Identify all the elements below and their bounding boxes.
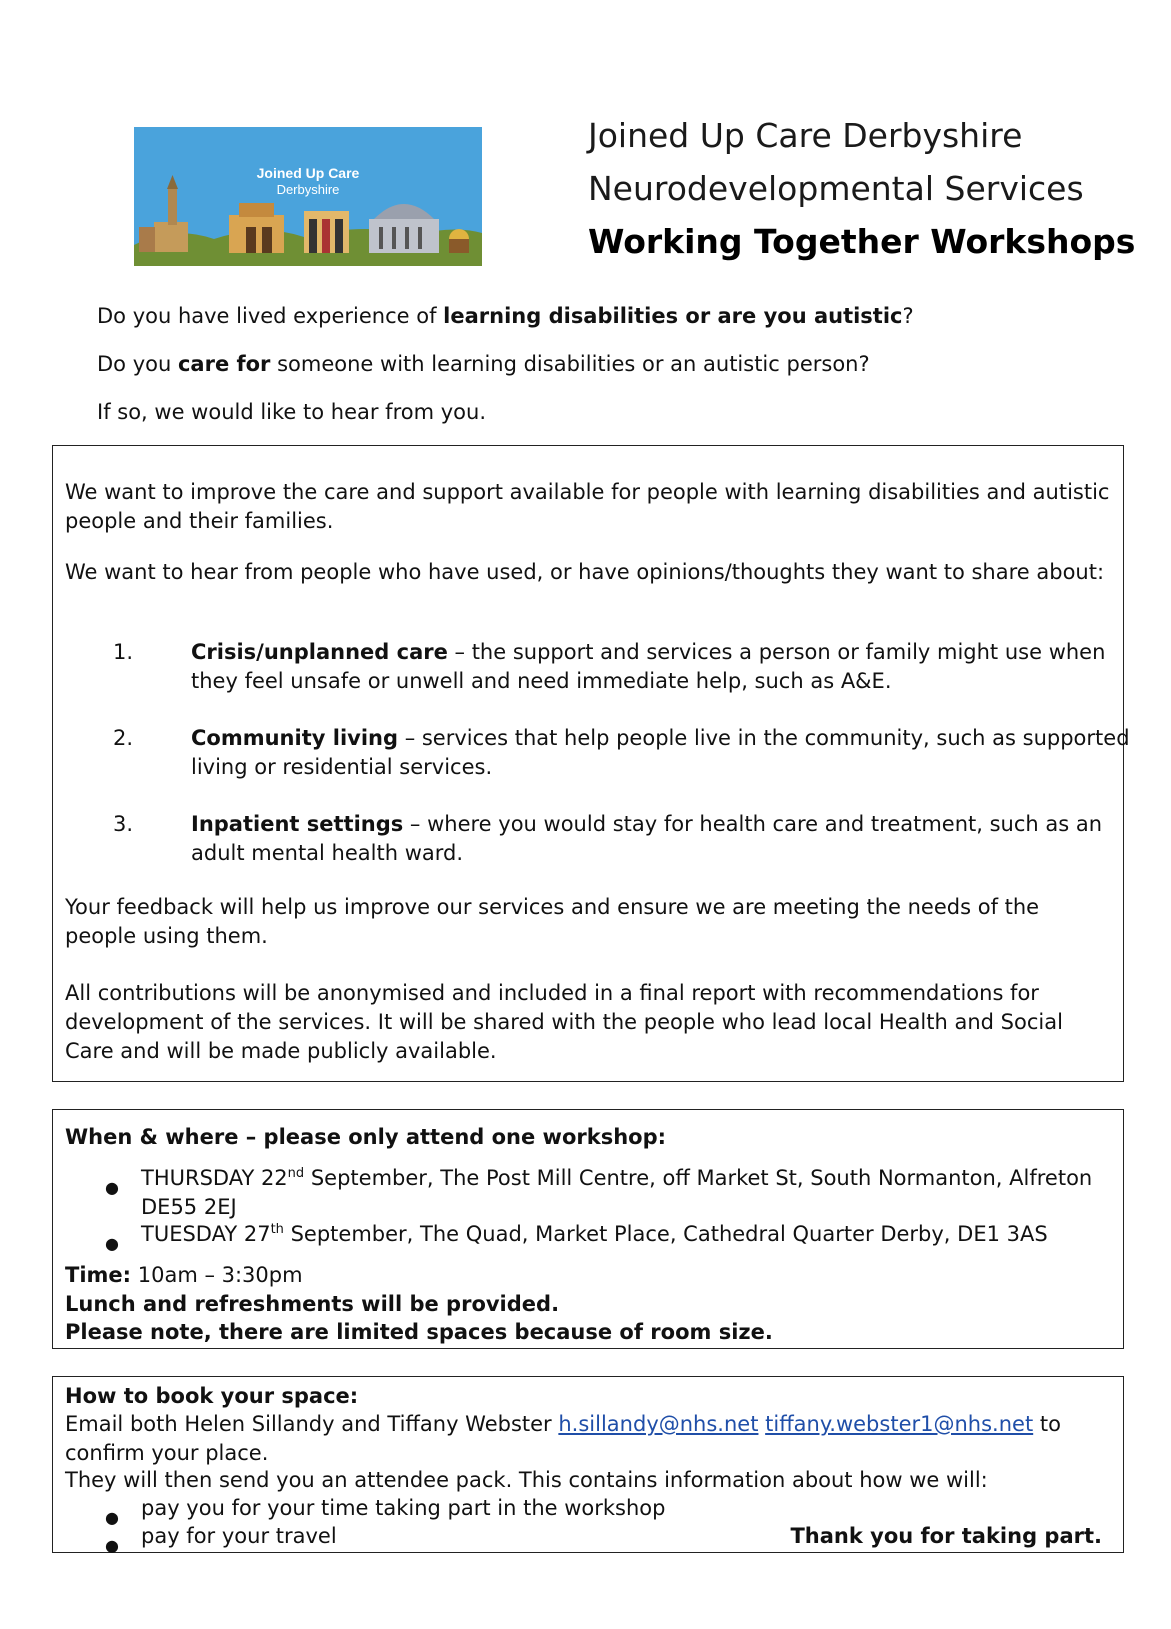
workshop-2-location: September, The Quad, Market Place, Cathedral Quarter Derby, DE1 3AS	[283, 1222, 1048, 1246]
bullet-icon: ●	[105, 1536, 119, 1555]
about-paragraph-4: All contributions will be anonymised and included in a final report with recommendations for development of the services. It will be shared with the people who lead local Health and Social Care and will be made publicly available.	[65, 981, 1063, 1063]
list-item-desc: – where you would stay for health care and treatment, such as an adult mental health ward.	[191, 812, 1103, 865]
header-organisation: Joined Up Care Derbyshire	[588, 116, 1023, 155]
email-link-tiffany[interactable]: tiffany.webster1@nhs.net	[765, 1412, 1034, 1436]
intro-q1-bold: learning disabilities or are you autistic	[443, 304, 903, 328]
header-service: Neurodevelopmental Services	[588, 169, 1084, 208]
list-number: 1.	[112, 640, 133, 664]
intro-question-2	[97, 352, 870, 376]
bullet-icon: ●	[105, 1234, 119, 1253]
list-number: 3.	[112, 812, 133, 836]
list-item-title: Community living	[191, 726, 399, 750]
bullet-icon: ●	[105, 1508, 119, 1527]
about-paragraph-3: Your feedback will help us improve our services and ensure we are meeting the needs of the people using them.	[65, 895, 1040, 948]
list-item-title: Inpatient settings	[191, 812, 404, 836]
list-item-desc: – the support and services a person or family might use when they feel unsafe or unwell and need immediate help, such as A&E.	[191, 640, 1106, 693]
about-paragraph-2: We want to hear from people who have used, or have opinions/thoughts they want to share about:	[65, 560, 1105, 584]
intro-q1-text: Do you have lived experience of	[97, 304, 444, 328]
workshop-1-day: THURSDAY 22	[141, 1166, 288, 1190]
list-item-text	[191, 810, 1131, 868]
joined-up-care-logo	[134, 127, 482, 266]
workshop-time	[65, 1261, 1110, 1290]
page-title: Working Together Workshops	[588, 222, 1136, 261]
workshop-option-1	[141, 1164, 1116, 1222]
time-label: Time:	[65, 1263, 132, 1287]
intro-q2-end: someone with learning disabilities or an autistic person?	[270, 352, 870, 376]
thank-you-note	[782, 1522, 1102, 1551]
list-item-text	[191, 638, 1131, 696]
intro-question-1	[97, 304, 914, 328]
email-outro-text: to confirm your place.	[65, 1412, 1061, 1465]
workshop-2-day: TUESDAY 27	[141, 1222, 271, 1246]
lunch-note	[65, 1290, 1110, 1319]
logo-title: Joined Up Care	[256, 165, 360, 181]
about-box	[52, 445, 1130, 1082]
workshop-option-2	[141, 1220, 1121, 1249]
list-item-text	[191, 724, 1131, 782]
workshop-2-ordinal: th	[270, 1222, 284, 1237]
list-item	[103, 638, 1106, 698]
pack-item-travel: pay for your travel	[141, 1524, 337, 1548]
list-item-title: Crisis/unplanned care	[191, 640, 448, 664]
logo-subtitle: Derbyshire	[276, 182, 340, 197]
booking-heading	[65, 1382, 1110, 1411]
attendee-pack-text: They will then send you an attendee pack. This contains information about how we will:	[65, 1468, 988, 1492]
email-intro-text: Email both Helen Sillandy and Tiffany Webster	[65, 1412, 559, 1436]
workshop-1-location: September, The Post Mill Centre, off Market St, South Normanton, Alfreton DE55 2EJ	[141, 1166, 1093, 1219]
spaces-text: Please note, there are limited spaces because of room size.	[65, 1320, 773, 1344]
bullet-icon: ●	[105, 1178, 119, 1197]
thank-you-text: Thank you for taking part.	[790, 1524, 1102, 1548]
spaces-note	[65, 1318, 1110, 1347]
booking-heading-text: How to book your space:	[65, 1384, 359, 1408]
intro-question-3: If so, we would like to hear from you.	[97, 400, 486, 424]
workshop-1-ordinal: nd	[287, 1166, 305, 1181]
booking-email-instructions	[65, 1410, 1117, 1468]
intro-q1-end: ?	[902, 304, 914, 328]
booking-box	[52, 1376, 1124, 1553]
lunch-text: Lunch and refreshments will be provided.	[65, 1292, 560, 1316]
list-item	[103, 810, 1103, 870]
skyline-illustration	[134, 127, 482, 266]
list-item	[103, 724, 1130, 784]
time-value: 10am – 3:30pm	[131, 1263, 303, 1287]
list-item-desc: – services that help people live in the community, such as supported living or residential services.	[191, 726, 1130, 779]
when-heading-text: When & where – please only attend one workshop:	[65, 1125, 667, 1149]
list-number: 2.	[112, 726, 133, 750]
when-where-box	[52, 1109, 1124, 1349]
intro-q2-text: Do you	[97, 352, 178, 376]
pack-item-time: pay you for your time taking part in the workshop	[141, 1496, 666, 1520]
when-heading	[65, 1123, 1110, 1152]
about-paragraph-1: We want to improve the care and support available for people with learning disabilities and autistic people and their families.	[65, 480, 1110, 533]
email-link-helen[interactable]: h.sillandy@nhs.net	[558, 1412, 759, 1436]
intro-q2-bold: care for	[177, 352, 271, 376]
